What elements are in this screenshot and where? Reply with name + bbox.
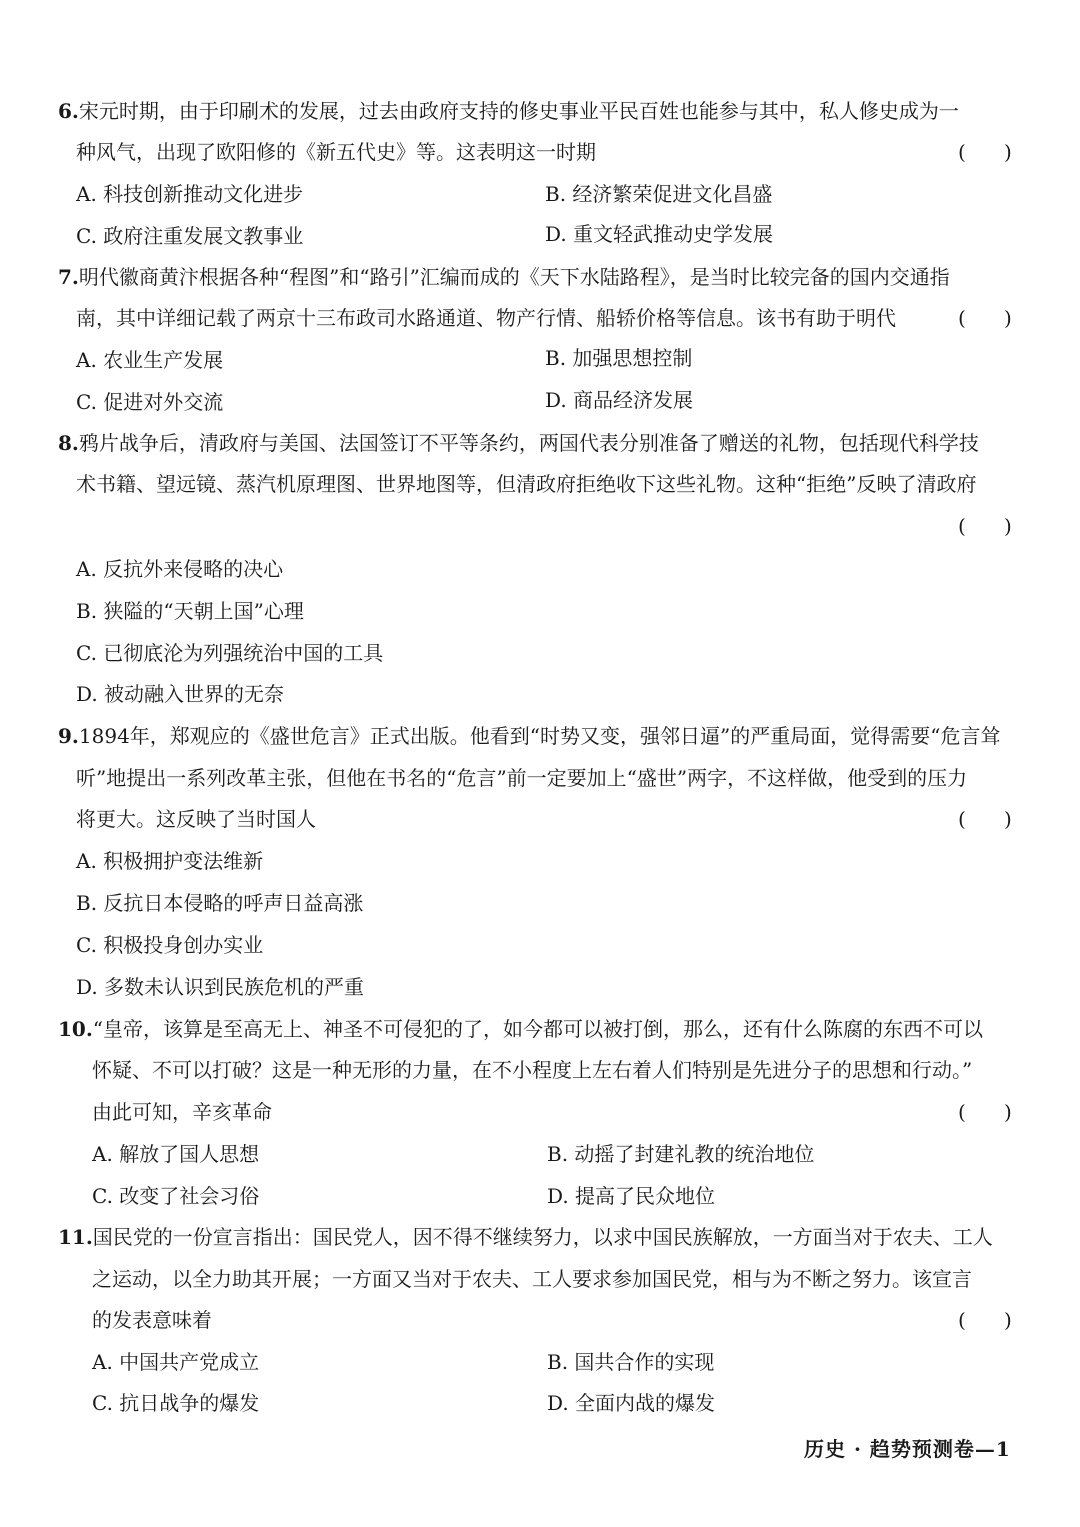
question-9-answer-paren: ( ) xyxy=(958,807,1012,831)
question-6-line-2: 种风气，出现了欧阳修的《新五代史》等。这表明这一时期 xyxy=(76,140,596,164)
question-9-line-1: 9.1894年，郑观应的《盛世危言》正式出版。他看到“时势又变，强邻日逼”的严重局面，觉得需要“危言耸 xyxy=(58,724,1001,748)
question-10-option-a: A. 解放了国人思想 xyxy=(92,1142,260,1166)
question-11-answer-paren: ( ) xyxy=(958,1308,1012,1332)
page-footer: 历史 · 趋势预测卷—1 xyxy=(804,1437,1011,1461)
question-8-option-b: B. 狭隘的“天朝上国”心理 xyxy=(76,599,304,623)
question-8-answer-paren: ( ) xyxy=(958,514,1012,538)
question-11-option-a: A. 中国共产党成立 xyxy=(92,1350,260,1374)
question-6-answer-paren: ( ) xyxy=(958,140,1012,164)
question-11-option-d: D. 全面内战的爆发 xyxy=(547,1391,716,1415)
question-9-option-b: B. 反抗日本侵略的呼声日益高涨 xyxy=(76,891,364,915)
question-7-option-a: A. 农业生产发展 xyxy=(76,348,224,372)
question-7-option-c: C. 促进对外交流 xyxy=(76,390,224,414)
question-10-option-c: C. 改变了社会习俗 xyxy=(92,1184,260,1208)
question-10-option-b: B. 动摇了封建礼教的统治地位 xyxy=(547,1142,815,1166)
question-11-line-2: 之运动，以全力助其开展；一方面又当对于农夫、工人要求参加国民党，相与为不断之努力。该宣言 xyxy=(92,1267,972,1291)
question-11-line-1: 11.国民党的一份宣言指出：国民党人，因不得不继续努力，以求中国民族解放，一方面当对于农夫、工人 xyxy=(58,1225,993,1249)
question-11-line-3: 的发表意味着 xyxy=(92,1308,212,1332)
question-7-line-2: 南，其中详细记载了两京十三布政司水路通道、物产行情、船轿价格等信息。该书有助于明代 xyxy=(76,306,896,330)
question-11-option-b: B. 国共合作的实现 xyxy=(547,1350,715,1374)
question-7-number: 7. xyxy=(58,265,79,289)
question-8-number: 8. xyxy=(58,431,79,455)
question-9-option-d: D. 多数未认识到民族危机的严重 xyxy=(76,975,365,999)
question-9-option-c: C. 积极投身创办实业 xyxy=(76,933,264,957)
question-10-number: 10. xyxy=(58,1017,93,1041)
question-8-option-d: D. 被动融入世界的无奈 xyxy=(76,682,285,706)
question-6-option-c: C. 政府注重发展文教事业 xyxy=(76,224,304,248)
question-7-line-1: 7.明代徽商黄汴根据各种“程图”和“路引”汇编而成的《天下水陆路程》，是当时比较完备的国内交通指 xyxy=(58,265,950,289)
question-10-line-1: 10.“皇帝，该算是至高无上、神圣不可侵犯的了，如今都可以被打倒，那么，还有什么陈腐的东西不可以 xyxy=(58,1017,984,1041)
question-11-option-c: C. 抗日战争的爆发 xyxy=(92,1391,260,1415)
question-8-option-c: C. 已彻底沦为列强统治中国的工具 xyxy=(76,641,384,665)
question-8-option-a: A. 反抗外来侵略的决心 xyxy=(76,557,284,581)
question-10-line-2: 怀疑、不可以打破？这是一种无形的力量，在不小程度上左右着人们特别是先进分子的思想和行动。” xyxy=(92,1058,973,1082)
question-9-option-a: A. 积极拥护变法维新 xyxy=(76,849,264,873)
question-8-line-1: 8.鸦片战争后，清政府与美国、法国签订不平等条约，两国代表分别准备了赠送的礼物，包括现代科学技 xyxy=(58,431,979,455)
question-9-number: 9. xyxy=(58,724,79,748)
question-11-number: 11. xyxy=(58,1225,93,1249)
question-6-line-1: 6.宋元时期，由于印刷术的发展，过去由政府支持的修史事业平民百姓也能参与其中，私人修史成为一 xyxy=(58,99,959,123)
question-10-answer-paren: ( ) xyxy=(958,1100,1012,1124)
question-8-line-2: 术书籍、望远镜、蒸汽机原理图、世界地图等，但清政府拒绝收下这些礼物。这种“拒绝”反映了清政府 xyxy=(76,472,977,496)
question-6-option-d: D. 重文轻武推动史学发展 xyxy=(545,222,774,246)
question-10-line-3: 由此可知，辛亥革命 xyxy=(92,1100,272,1124)
question-9-line-3: 将更大。这反映了当时国人 xyxy=(76,807,316,831)
question-6-option-a: A. 科技创新推动文化进步 xyxy=(76,182,304,206)
question-7-option-b: B. 加强思想控制 xyxy=(545,346,693,370)
question-7-answer-paren: ( ) xyxy=(958,306,1012,330)
question-10-option-d: D. 提高了民众地位 xyxy=(547,1184,716,1208)
question-6-option-b: B. 经济繁荣促进文化昌盛 xyxy=(545,182,773,206)
question-7-option-d: D. 商品经济发展 xyxy=(545,388,694,412)
question-6-number: 6. xyxy=(58,99,79,123)
question-9-line-2: 听”地提出一系列改革主张，但他在书名的“危言”前一定要加上“盛世”两字，不这样做，他受到的压力 xyxy=(76,766,968,790)
